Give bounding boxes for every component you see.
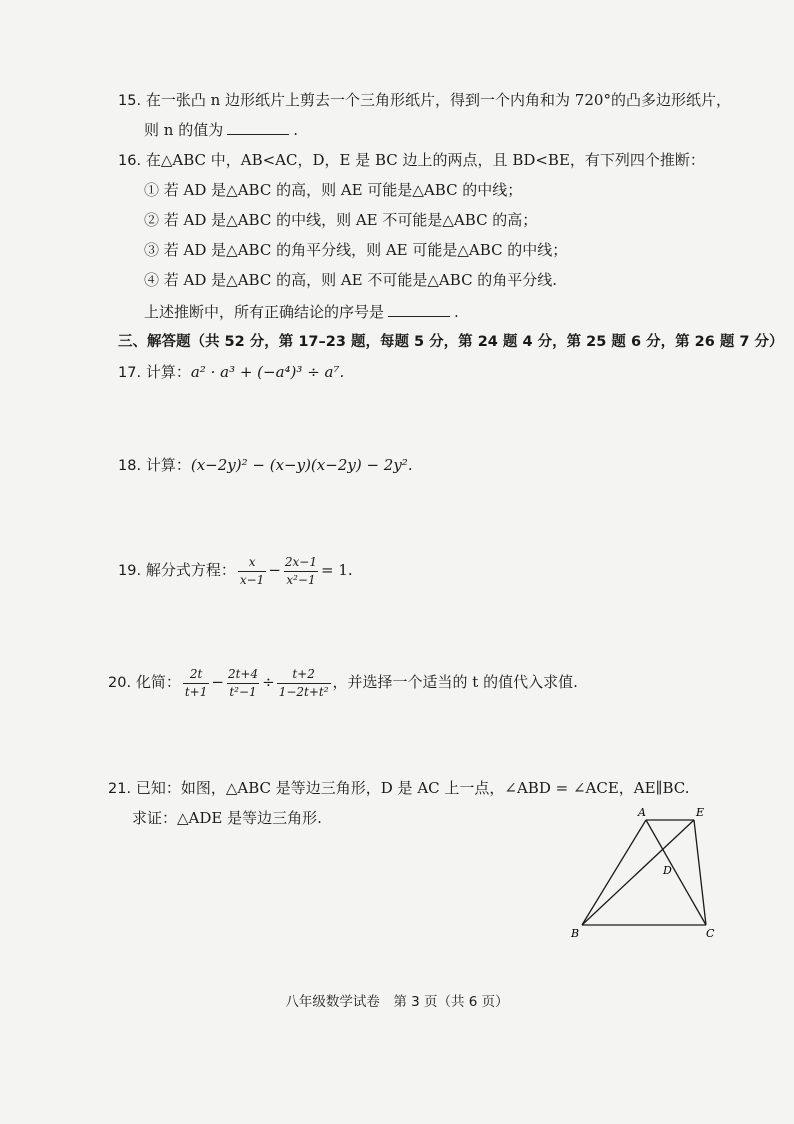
fraction — [183, 667, 210, 700]
question-number: 18. — [118, 458, 142, 474]
numerator: 2x−1 — [284, 554, 317, 569]
answer-blank — [227, 119, 289, 135]
question-17 — [118, 362, 344, 383]
question-text: . — [293, 121, 298, 139]
math-expression: a² · a³ + (−a⁴)³ ÷ a⁷. — [190, 363, 345, 381]
page-footer: 八年级数学试卷 第 3 页（共 6 页） — [285, 994, 509, 1010]
question-label: 计算： — [145, 363, 191, 381]
numerator: x — [248, 554, 256, 569]
section-heading: 三、解答题（共 52 分，第 17–23 题，每题 5 分，第 24 题 4 分，第 25 题 6 分，第 26 题 7 分） — [118, 334, 784, 350]
label-b: B — [571, 927, 580, 940]
question-18 — [118, 455, 413, 476]
numerator: t+2 — [292, 666, 315, 681]
question-number: 21. — [108, 781, 132, 797]
question-number: 16. — [118, 153, 142, 169]
fraction — [226, 667, 260, 700]
inference-item: ③ 若 AD 是△ABC 的角平分线，则 AE 可能是△ABC 的中线； — [144, 241, 568, 259]
segment-be — [582, 820, 694, 925]
question-label: 化简： — [135, 673, 181, 691]
operator: − — [211, 673, 224, 691]
question-15-line2 — [144, 119, 298, 140]
question-text: 在一张凸 n 边形纸片上剪去一个三角形纸片，得到一个内角和为 720°的凸多边形纸片， — [145, 91, 731, 109]
answer-blank — [388, 301, 450, 317]
question-15 — [118, 90, 731, 111]
operator: ÷ — [262, 673, 275, 691]
math-expression: (x−2y)² − (x−y)(x−2y) − 2y². — [190, 456, 413, 474]
inference-item: ④ 若 AD 是△ABC 的高，则 AE 不可能是△ABC 的角平分线. — [144, 271, 558, 289]
question-text: ，并选择一个适当的 t 的值代入求值. — [332, 673, 578, 691]
segment-ac — [646, 820, 706, 925]
segment-ec — [694, 820, 706, 925]
numerator: 2t+4 — [227, 666, 259, 681]
label-e: E — [696, 806, 705, 819]
question-16-ask — [144, 301, 459, 322]
segment-ab — [582, 820, 646, 925]
question-number: 19. — [118, 563, 142, 579]
question-16 — [118, 150, 705, 171]
inference-item: ① 若 AD 是△ABC 的高，则 AE 可能是△ABC 的中线； — [144, 181, 523, 199]
question-number: 17. — [118, 365, 142, 381]
label-a: A — [638, 806, 646, 819]
question-number: 15. — [118, 93, 142, 109]
numerator: 2t — [189, 666, 203, 681]
question-text: 在△ABC 中，AB<AC，D，E 是 BC 边上的两点，且 BD<BE，有下列四个推断： — [145, 151, 705, 169]
fraction — [277, 667, 331, 700]
question-label: 解分式方程： — [145, 561, 236, 579]
question-19 — [118, 553, 353, 588]
inference-item: ② 若 AD 是△ABC 的中线，则 AE 不可能是△ABC 的高； — [144, 211, 538, 229]
question-21 — [108, 778, 690, 799]
operator: − — [268, 561, 281, 579]
label-c: C — [706, 927, 715, 940]
denominator: 1−2t+t² — [278, 684, 329, 699]
denominator: t+1 — [184, 684, 208, 699]
question-number: 20. — [108, 675, 132, 691]
fraction — [283, 555, 319, 588]
question-text: 已知：如图，△ABC 是等边三角形，D 是 AC 上一点，∠ABD = ∠ACE，AE∥BC. — [135, 779, 690, 797]
question-21-prove: 求证：△ADE 是等边三角形. — [132, 809, 322, 827]
question-text: . — [454, 303, 459, 321]
label-d: D — [663, 864, 672, 877]
question-text: 则 n 的值为 — [144, 121, 224, 139]
equation-rhs: = 1. — [321, 561, 353, 579]
question-text: 上述推断中，所有正确结论的序号是 — [144, 303, 385, 321]
fraction — [238, 555, 266, 588]
question-20 — [108, 665, 578, 700]
question-label: 计算： — [145, 456, 191, 474]
denominator: x−1 — [239, 572, 265, 587]
triangle-figure — [566, 800, 736, 945]
denominator: t²−1 — [229, 684, 257, 699]
denominator: x²−1 — [286, 572, 316, 587]
